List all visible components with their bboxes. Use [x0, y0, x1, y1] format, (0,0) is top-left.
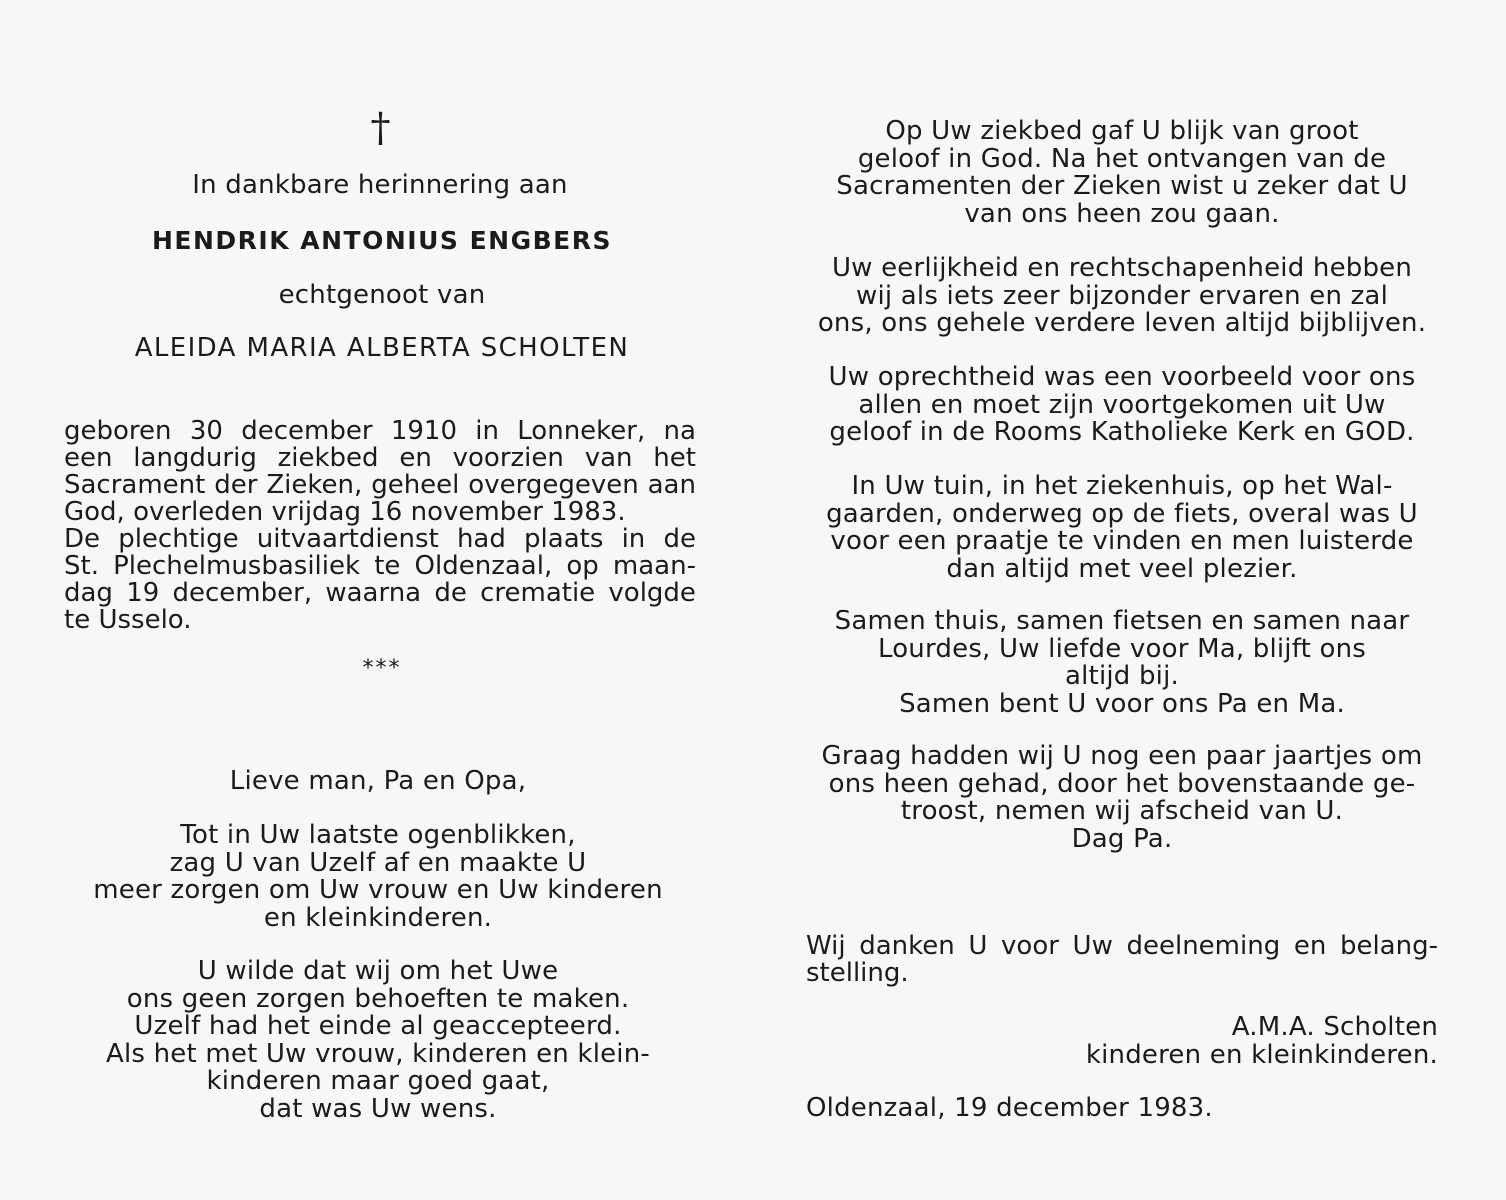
right-verse-3 — [806, 364, 1438, 447]
biography-paragraph — [64, 418, 696, 634]
verse-line: Op Uw ziekbed gaf U blijk van groot — [885, 116, 1359, 146]
word: geboren — [64, 416, 172, 446]
word: de — [434, 578, 467, 608]
word: het — [653, 443, 696, 473]
right-verse-1 — [806, 118, 1438, 228]
word: Plechelmusbasiliek — [113, 551, 361, 581]
word: De — [64, 524, 101, 554]
verse-line: dat was Uw wens. — [259, 1093, 497, 1124]
verse-line: In Uw tuin, in het ziekenhuis, op het Wal- — [851, 471, 1393, 501]
right-verse-5 — [806, 608, 1438, 718]
word: deelneming — [1126, 931, 1281, 961]
bio-line: te Usselo. — [64, 605, 192, 635]
word: uitvaartdienst — [256, 524, 439, 554]
verse-line: meer zorgen om Uw vrouw en Uw kinderen — [93, 875, 663, 905]
signature-family: kinderen en kleinkinderen. — [1085, 1039, 1438, 1070]
word: in — [475, 416, 499, 446]
word: crematie — [480, 578, 596, 608]
word: waarna — [325, 578, 422, 608]
word: Wij — [806, 931, 846, 961]
verse-line: ons heen gehad, door het bovenstaande ge- — [828, 768, 1416, 799]
word: danken — [859, 931, 955, 961]
word: plaats — [524, 524, 604, 554]
left-verse-1 — [56, 822, 700, 932]
left-verse-2 — [56, 958, 700, 1123]
word: Oldenzaal, — [414, 551, 553, 581]
bio-line — [64, 580, 696, 607]
verse-line: geloof in God. Na het ontvangen van de — [857, 143, 1387, 174]
verse-line: Samen bent U voor ons Pa en Ma. — [899, 688, 1345, 719]
word: ziekbed — [277, 443, 379, 473]
verse-line: zag U van Uzelf af en maakte U — [169, 847, 587, 878]
word: de — [663, 524, 696, 554]
verse-line: kinderen maar goed gaat, — [206, 1066, 550, 1096]
thanks-line — [806, 933, 1438, 960]
word: Zieken, — [266, 470, 363, 500]
word: 1910 — [390, 416, 457, 446]
word: U — [968, 931, 988, 961]
verse-line: ons, ons gehele verdere leven altijd bijblijven. — [817, 308, 1427, 338]
verse-line: altijd bij. — [1065, 661, 1179, 691]
thanks-line: stelling. — [806, 958, 909, 988]
bio-line — [64, 445, 696, 472]
word: langdurig — [133, 443, 257, 473]
deceased-name: HENDRIK ANTONIUS ENGBERS — [151, 226, 613, 255]
verse-line: Samen thuis, samen fietsen en samen naar — [834, 606, 1410, 636]
word: voor — [1001, 931, 1059, 961]
verse-line: Uw eerlijkheid en rechtschapenheid hebben — [831, 253, 1413, 283]
word: voorzien — [452, 443, 564, 473]
verse-line: Graag hadden wij U nog een paar jaartjes om — [821, 741, 1423, 771]
verse-line: gaarden, onderweg op de fiets, overal was U — [826, 498, 1418, 529]
verse-line: allen en moet zijn voortgekomen uit Uw — [858, 389, 1386, 420]
word: december — [241, 416, 373, 446]
bio-line — [64, 418, 696, 445]
word: dag — [64, 578, 113, 608]
word: Uw — [1072, 931, 1113, 961]
word: 19 — [126, 578, 160, 608]
right-verse-2 — [806, 255, 1438, 338]
thanks-paragraph — [806, 933, 1438, 987]
verse-line: wij als iets zeer bijzonder ervaren en zal — [855, 280, 1388, 311]
verse-line: voor een praatje te vinden en men luisterde — [830, 526, 1414, 556]
word: en — [1293, 931, 1327, 961]
word: van — [584, 443, 633, 473]
word: in — [621, 524, 646, 554]
verse-line: Als het met Uw vrouw, kinderen en klein- — [106, 1038, 650, 1069]
word: aan — [647, 470, 696, 500]
verse-line: ons geen zorgen behoeften te maken. — [126, 983, 630, 1014]
verse-line: dan altijd met veel plezier. — [946, 553, 1298, 584]
spouse-name: ALEIDA MARIA ALBERTA SCHOLTEN — [134, 333, 630, 363]
verse-line: Uzelf had het einde al geaccepteerd. — [134, 1011, 622, 1041]
bio-line: God, overleden vrijdag 16 november 1983. — [64, 497, 626, 527]
verse-line: Lourdes, Uw liefde voor Ma, blijft ons — [877, 633, 1367, 664]
bio-line — [64, 526, 696, 553]
word: volgde — [608, 578, 696, 608]
verse-line: geloof in de Rooms Katholieke Kerk en GOD. — [829, 417, 1415, 447]
word: maan- — [612, 551, 696, 581]
verse-line: Tot in Uw laatste ogenblikken, — [180, 820, 576, 850]
word: na — [663, 416, 696, 446]
word: en — [399, 443, 432, 473]
word: Lonneker, — [517, 416, 646, 446]
verse-line: Sacramenten der Zieken wist u zeker dat U — [836, 171, 1408, 201]
cross-icon: † — [370, 105, 391, 151]
word: had — [456, 524, 506, 554]
intro-text: In dankbare herinnering aan — [192, 170, 568, 200]
word: plechtige — [118, 524, 239, 554]
word: overgegeven — [468, 470, 639, 500]
verse-line: troost, nemen wij afscheid van U. — [900, 796, 1344, 826]
word: 30 — [189, 416, 223, 446]
word: een — [64, 443, 113, 473]
verse-line: en kleinkinderen. — [263, 902, 493, 933]
place-date: Oldenzaal, 19 december 1983. — [806, 1093, 1213, 1123]
word: december, — [172, 578, 313, 608]
signature-block — [806, 1014, 1438, 1069]
verse-line: Uw oprechtheid was een voorbeeld voor ons — [828, 362, 1416, 392]
word: te — [374, 551, 401, 581]
word: Sacrament — [64, 470, 206, 500]
signature-name: A.M.A. Scholten — [1231, 1012, 1438, 1042]
bio-line — [64, 553, 696, 580]
verse-line: Dag Pa. — [1071, 823, 1173, 854]
word: der — [214, 470, 258, 500]
verse-line: U wilde dat wij om het Uwe — [197, 956, 559, 986]
verse-line: van ons heen zou gaan. — [964, 198, 1280, 229]
word: op — [566, 551, 599, 581]
bio-line — [64, 472, 696, 499]
word: belang- — [1339, 931, 1438, 961]
word: St. — [64, 551, 99, 581]
right-verse-4 — [806, 473, 1438, 583]
word: geheel — [371, 470, 460, 500]
separator-stars: *** — [362, 656, 402, 681]
salutation: Lieve man, Pa en Opa, — [229, 766, 527, 796]
relation-text: echtgenoot van — [278, 280, 486, 310]
right-verse-6 — [806, 743, 1438, 853]
